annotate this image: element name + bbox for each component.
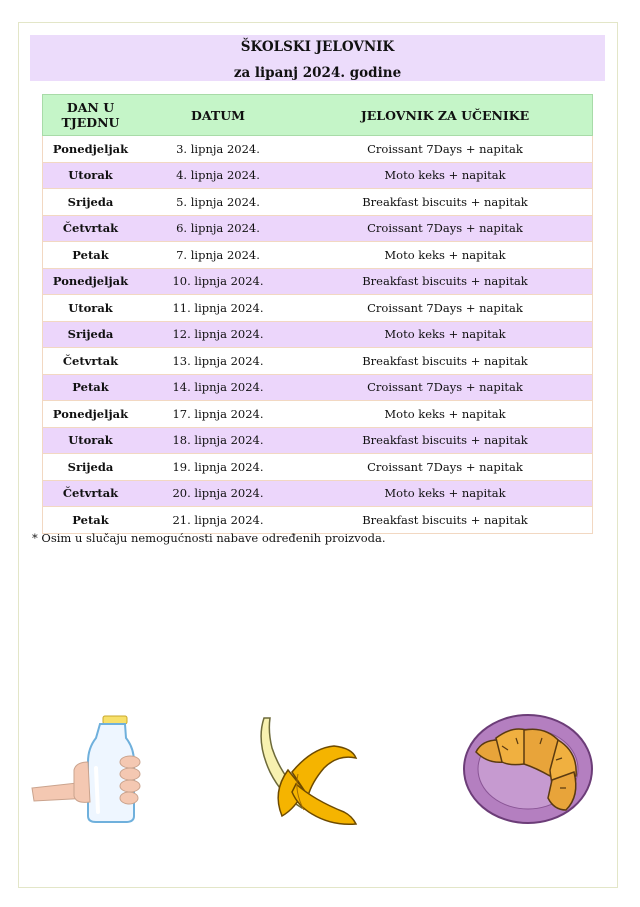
cell-menu: Breakfast biscuits + napitak [298, 268, 593, 295]
cell-menu: Moto keks + napitak [298, 242, 593, 269]
cell-date: 19. lipnja 2024. [138, 454, 298, 481]
cell-date: 3. lipnja 2024. [138, 136, 298, 163]
table-body [43, 136, 593, 534]
cell-date: 14. lipnja 2024. [138, 374, 298, 401]
cell-menu: Croissant 7Days + napitak [298, 374, 593, 401]
cell-day: Četvrtak [43, 480, 139, 507]
cell-menu: Moto keks + napitak [298, 480, 593, 507]
table-row [43, 507, 593, 534]
page-title: ŠKOLSKI JELOVNIK [240, 39, 395, 55]
header-date: DATUM [138, 95, 298, 136]
cell-day: Ponedjeljak [43, 136, 139, 163]
cell-day: Ponedjeljak [43, 268, 139, 295]
table-row [43, 321, 593, 348]
table-row [43, 162, 593, 189]
cell-menu: Croissant 7Days + napitak [298, 136, 593, 163]
cell-menu: Moto keks + napitak [298, 321, 593, 348]
milk-bottle-icon [30, 712, 160, 827]
table-row [43, 189, 593, 216]
cell-menu: Croissant 7Days + napitak [298, 454, 593, 481]
cell-day: Četvrtak [43, 348, 139, 375]
banana-icon [252, 712, 362, 830]
cell-menu: Moto keks + napitak [298, 401, 593, 428]
cell-date: 7. lipnja 2024. [138, 242, 298, 269]
table-row [43, 454, 593, 481]
cell-day: Utorak [43, 427, 139, 454]
table-row [43, 480, 593, 507]
cell-menu: Moto keks + napitak [298, 162, 593, 189]
table-row [43, 427, 593, 454]
cell-day: Petak [43, 507, 139, 534]
cell-menu: Breakfast biscuits + napitak [298, 507, 593, 534]
cell-date: 12. lipnja 2024. [138, 321, 298, 348]
table-row [43, 295, 593, 322]
cell-menu: Croissant 7Days + napitak [298, 215, 593, 242]
footnote: * Osim u slučaju nemogućnosti nabave određenih proizvoda. [32, 531, 386, 545]
cell-date: 17. lipnja 2024. [138, 401, 298, 428]
table-row [43, 374, 593, 401]
cell-day: Petak [43, 242, 139, 269]
cell-day: Utorak [43, 295, 139, 322]
page-subtitle: za lipanj 2024. godine [233, 65, 402, 81]
cell-date: 4. lipnja 2024. [138, 162, 298, 189]
title-band [30, 35, 605, 81]
cell-date: 6. lipnja 2024. [138, 215, 298, 242]
header-day: DAN U TJEDNU [43, 95, 139, 136]
cell-date: 5. lipnja 2024. [138, 189, 298, 216]
cell-day: Srijeda [43, 189, 139, 216]
table-row [43, 215, 593, 242]
cell-day: Srijeda [43, 454, 139, 481]
cell-menu: Croissant 7Days + napitak [298, 295, 593, 322]
cell-date: 11. lipnja 2024. [138, 295, 298, 322]
croissant-icon [462, 712, 594, 826]
cell-menu: Breakfast biscuits + napitak [298, 189, 593, 216]
cell-day: Petak [43, 374, 139, 401]
cell-menu: Breakfast biscuits + napitak [298, 427, 593, 454]
cell-date: 21. lipnja 2024. [138, 507, 298, 534]
table-row [43, 242, 593, 269]
cell-day: Četvrtak [43, 215, 139, 242]
cell-date: 13. lipnja 2024. [138, 348, 298, 375]
table-header-row [43, 95, 593, 136]
table-row [43, 136, 593, 163]
table-row [43, 348, 593, 375]
cell-date: 18. lipnja 2024. [138, 427, 298, 454]
cell-day: Utorak [43, 162, 139, 189]
table-row [43, 268, 593, 295]
table-row [43, 401, 593, 428]
cell-date: 20. lipnja 2024. [138, 480, 298, 507]
cell-day: Srijeda [43, 321, 139, 348]
cell-date: 10. lipnja 2024. [138, 268, 298, 295]
header-menu: JELOVNIK ZA UČENIKE [298, 95, 593, 136]
cell-day: Ponedjeljak [43, 401, 139, 428]
cell-menu: Breakfast biscuits + napitak [298, 348, 593, 375]
menu-table [42, 94, 593, 534]
